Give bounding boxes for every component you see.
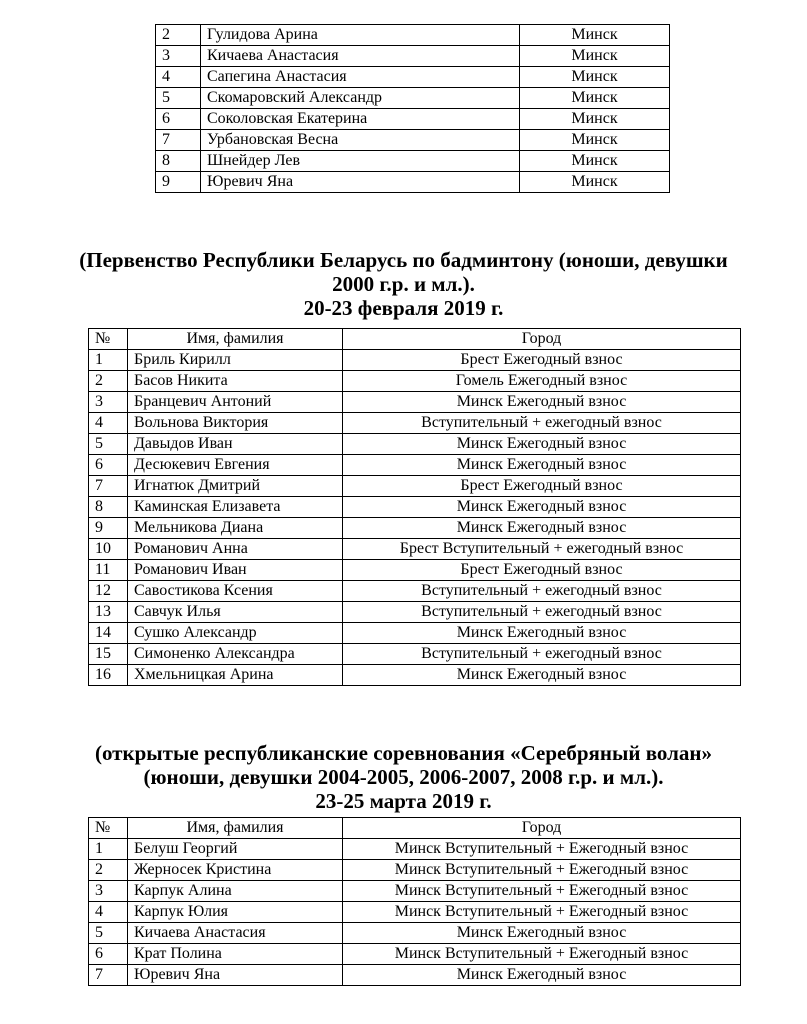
row-city: Минск xyxy=(520,130,670,151)
row-number: 2 xyxy=(89,860,128,881)
row-name: Симоненко Александра xyxy=(128,644,343,665)
row-number: 5 xyxy=(156,88,201,109)
row-number: 4 xyxy=(89,413,128,434)
table-header-row xyxy=(89,818,741,839)
table-row xyxy=(89,860,741,881)
section2-title-line: 2000 г.р. и мл.). xyxy=(332,272,475,296)
row-city: Брест Ежегодный взнос xyxy=(343,560,741,581)
members-table-continued xyxy=(155,24,670,193)
row-city: Минск Ежегодный взнос xyxy=(343,518,741,539)
row-city: Минск xyxy=(520,151,670,172)
header-number: № xyxy=(89,818,128,839)
row-city: Минск Вступительный + Ежегодный взнос xyxy=(343,881,741,902)
table-row xyxy=(89,839,741,860)
row-number: 7 xyxy=(89,476,128,497)
row-number: 1 xyxy=(89,350,128,371)
table-row xyxy=(89,455,741,476)
table2-body xyxy=(89,350,741,686)
table-row xyxy=(89,602,741,623)
row-number: 2 xyxy=(89,371,128,392)
table-row xyxy=(89,944,741,965)
row-name: Вольнова Виктория xyxy=(128,413,343,434)
row-number: 8 xyxy=(156,151,201,172)
row-number: 6 xyxy=(156,109,201,130)
row-city: Вступительный + ежегодный взнос xyxy=(343,581,741,602)
row-name: Крат Полина xyxy=(128,944,343,965)
row-city: Минск Вступительный + Ежегодный взнос xyxy=(343,839,741,860)
row-name: Урбановская Весна xyxy=(201,130,520,151)
section2-title-line: (Первенство Республики Беларусь по бадминтону (юноши, девушки xyxy=(79,248,728,272)
row-city: Вступительный + ежегодный взнос xyxy=(343,602,741,623)
row-number: 3 xyxy=(89,881,128,902)
table-row xyxy=(156,130,670,151)
row-number: 8 xyxy=(89,497,128,518)
row-number: 7 xyxy=(156,130,201,151)
row-city: Минск xyxy=(520,46,670,67)
row-city: Минск xyxy=(520,67,670,88)
table-row xyxy=(89,923,741,944)
row-number: 9 xyxy=(156,172,201,193)
row-number: 5 xyxy=(89,434,128,455)
row-city: Минск Вступительный + Ежегодный взнос xyxy=(343,860,741,881)
row-number: 2 xyxy=(156,25,201,46)
table3-body xyxy=(89,839,741,986)
championship-table xyxy=(88,328,741,686)
section3-title-line: (юноши, девушки 2004-2005, 2006-2007, 2008 г.р. и мл.). xyxy=(143,765,664,789)
table-row xyxy=(89,881,741,902)
row-city: Вступительный + ежегодный взнос xyxy=(343,644,741,665)
row-name: Жерносек Кристина xyxy=(128,860,343,881)
section2-date: 20-23 февраля 2019 г. xyxy=(303,296,504,320)
table-row xyxy=(89,371,741,392)
row-number: 4 xyxy=(156,67,201,88)
row-name: Соколовская Екатерина xyxy=(201,109,520,130)
header-city: Город xyxy=(343,329,741,350)
header-number: № xyxy=(89,329,128,350)
row-name: Юревич Яна xyxy=(201,172,520,193)
section3-date: 23-25 марта 2019 г. xyxy=(315,789,492,813)
table-header-row xyxy=(89,329,741,350)
row-name: Сапегина Анастасия xyxy=(201,67,520,88)
row-city: Брест Ежегодный взнос xyxy=(343,476,741,497)
row-name: Басов Никита xyxy=(128,371,343,392)
row-city: Минск xyxy=(520,172,670,193)
row-name: Гулидова Арина xyxy=(201,25,520,46)
row-name: Шнейдер Лев xyxy=(201,151,520,172)
row-city: Минск Вступительный + Ежегодный взнос xyxy=(343,902,741,923)
table-row xyxy=(89,476,741,497)
row-city: Брест Вступительный + ежегодный взнос xyxy=(343,539,741,560)
header-name: Имя, фамилия xyxy=(128,818,343,839)
row-number: 11 xyxy=(89,560,128,581)
row-name: Белуш Георгий xyxy=(128,839,343,860)
table-row xyxy=(89,413,741,434)
row-city: Гомель Ежегодный взнос xyxy=(343,371,741,392)
row-number: 9 xyxy=(89,518,128,539)
row-city: Минск Вступительный + Ежегодный взнос xyxy=(343,944,741,965)
table-row xyxy=(156,88,670,109)
table-row xyxy=(89,965,741,986)
row-city: Минск Ежегодный взнос xyxy=(343,923,741,944)
row-name: Каминская Елизавета xyxy=(128,497,343,518)
table-row xyxy=(89,392,741,413)
row-number: 13 xyxy=(89,602,128,623)
header-name: Имя, фамилия xyxy=(128,329,343,350)
row-number: 3 xyxy=(156,46,201,67)
row-city: Брест Ежегодный взнос xyxy=(343,350,741,371)
row-name: Бранцевич Антоний xyxy=(128,392,343,413)
row-city: Минск Ежегодный взнос xyxy=(343,623,741,644)
row-city: Вступительный + ежегодный взнос xyxy=(343,413,741,434)
table-row xyxy=(156,172,670,193)
row-city: Минск Ежегодный взнос xyxy=(343,434,741,455)
row-number: 1 xyxy=(89,839,128,860)
row-city: Минск xyxy=(520,88,670,109)
row-number: 10 xyxy=(89,539,128,560)
row-name: Давыдов Иван xyxy=(128,434,343,455)
row-number: 5 xyxy=(89,923,128,944)
row-city: Минск Ежегодный взнос xyxy=(343,392,741,413)
row-name: Кичаева Анастасия xyxy=(128,923,343,944)
row-name: Романович Иван xyxy=(128,560,343,581)
row-number: 12 xyxy=(89,581,128,602)
row-city: Минск Ежегодный взнос xyxy=(343,497,741,518)
row-number: 14 xyxy=(89,623,128,644)
row-name: Хмельницкая Арина xyxy=(128,665,343,686)
header-city: Город xyxy=(343,818,741,839)
table-row xyxy=(156,46,670,67)
row-city: Минск Ежегодный взнос xyxy=(343,455,741,476)
row-name: Карпук Алина xyxy=(128,881,343,902)
table-row xyxy=(89,518,741,539)
row-number: 7 xyxy=(89,965,128,986)
row-name: Савостикова Ксения xyxy=(128,581,343,602)
table-row xyxy=(156,25,670,46)
row-name: Десюкевич Евгения xyxy=(128,455,343,476)
table-row xyxy=(89,623,741,644)
table-row xyxy=(89,644,741,665)
row-number: 16 xyxy=(89,665,128,686)
row-city: Минск Ежегодный взнос xyxy=(343,965,741,986)
row-city: Минск xyxy=(520,109,670,130)
row-name: Сушко Александр xyxy=(128,623,343,644)
table-row xyxy=(89,665,741,686)
table-row xyxy=(89,581,741,602)
table-row xyxy=(89,434,741,455)
table-row xyxy=(89,560,741,581)
row-name: Карпук Юлия xyxy=(128,902,343,923)
table-row xyxy=(89,902,741,923)
row-number: 3 xyxy=(89,392,128,413)
table-row xyxy=(89,497,741,518)
section3-heading xyxy=(0,741,807,813)
row-name: Мельникова Диана xyxy=(128,518,343,539)
silver-shuttle-table xyxy=(88,817,741,986)
row-number: 6 xyxy=(89,944,128,965)
row-name: Романович Анна xyxy=(128,539,343,560)
table-row xyxy=(89,350,741,371)
row-number: 6 xyxy=(89,455,128,476)
table-row xyxy=(156,109,670,130)
section2-heading xyxy=(0,248,807,320)
table-row xyxy=(156,151,670,172)
table-row xyxy=(89,539,741,560)
row-number: 15 xyxy=(89,644,128,665)
row-name: Кичаева Анастасия xyxy=(201,46,520,67)
row-name: Бриль Кирилл xyxy=(128,350,343,371)
table1-body xyxy=(156,25,670,193)
row-city: Минск xyxy=(520,25,670,46)
section3-title-line: (открытые республиканские соревнования «Серебряный волан» xyxy=(94,741,713,765)
row-name: Савчук Илья xyxy=(128,602,343,623)
row-name: Скомаровский Александр xyxy=(201,88,520,109)
row-city: Минск Ежегодный взнос xyxy=(343,665,741,686)
table-row xyxy=(156,67,670,88)
row-name: Игнатюк Дмитрий xyxy=(128,476,343,497)
row-name: Юревич Яна xyxy=(128,965,343,986)
row-number: 4 xyxy=(89,902,128,923)
